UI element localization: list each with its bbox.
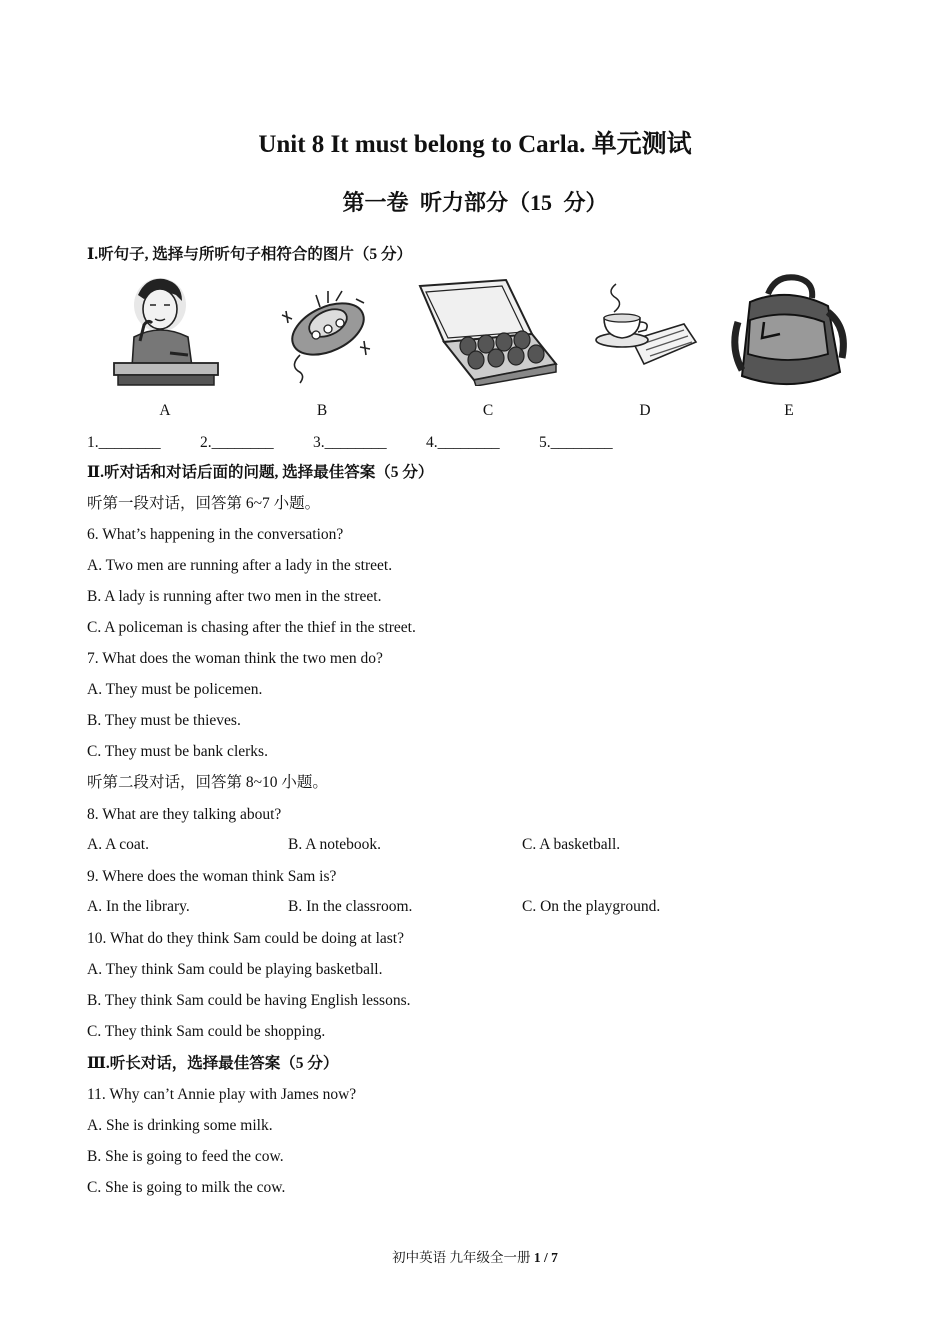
q8-option-b: B. A notebook. [288,836,382,853]
q7-option-b: B. They must be thieves. [87,712,241,729]
answer-blank-2[interactable]: 2.________ [200,434,274,451]
section3-heading: Ⅲ.听长对话，选择最佳答案（5 分） [87,1055,339,1072]
question-8: 8. What are they talking about? [87,806,282,823]
question-10: 10. What do they think Sam could be doing at last? [87,930,404,947]
q9-option-a: A. In the library. [87,898,190,915]
question-7: 7. What does the woman think the two men do? [87,650,383,667]
coffee-newspaper-icon [592,282,700,378]
q11-option-c: C. She is going to milk the cow. [87,1179,286,1196]
part-title: 第一卷 听力部分（15 分） [342,190,608,215]
answer-blank-3[interactable]: 3.________ [313,434,387,451]
q9-option-b: B. In the classroom. [288,898,413,915]
q10-option-c: C. They think Sam could be shopping. [87,1023,326,1040]
question-11: 11. Why can’t Annie play with James now? [87,1086,357,1103]
q11-option-b: B. She is going to feed the cow. [87,1148,284,1165]
picture-label-c: C [482,402,494,419]
q10-option-b: B. They think Sam could be having English lessons. [87,992,411,1009]
q10-option-a: A. They think Sam could be playing basketball. [87,961,383,978]
footer-text: 初中英语 九年级全一册 [392,1250,531,1265]
q6-option-a: A. Two men are running after a lady in the street. [87,557,393,574]
answer-blank-5[interactable]: 5.________ [539,434,613,451]
q8-option-a: A. A coat. [87,836,149,853]
q7-option-c: C. They must be bank clerks. [87,743,268,760]
section1-heading: Ⅰ.听句子, 选择与所听句子相符合的图片（5 分） [87,246,413,263]
q8-option-c: C. A basketball. [522,836,621,853]
ufo-icon [270,285,378,390]
dialogue1-note: 听第一段对话，回答第 6~7 小题。 [87,495,321,512]
page-number: 1 / 7 [533,1250,558,1265]
dialogue2-note: 听第二段对话，回答第 8~10 小题。 [87,774,328,791]
q6-option-c: C. A policeman is chasing after the thief in the street. [87,619,416,636]
cakes-box-icon [414,278,562,386]
question-6: 6. What’s happening in the conversation? [87,526,344,543]
answer-blank-1[interactable]: 1.________ [87,434,161,451]
section2-heading: Ⅱ.听对话和对话后面的问题, 选择最佳答案（5 分） [87,464,434,481]
page-title: Unit 8 It must belong to Carla. 单元测试 [258,131,692,158]
q7-option-a: A. They must be policemen. [87,681,263,698]
question-9: 9. Where does the woman think Sam is? [87,868,337,885]
page-footer [0,1246,950,1266]
boy-at-desk-icon [110,275,222,390]
picture-label-e: E [784,402,794,419]
q9-option-c: C. On the playground. [522,898,661,915]
answer-blank-4[interactable]: 4.________ [426,434,500,451]
q6-option-b: B. A lady is running after two men in the street. [87,588,382,605]
picture-label-b: B [316,402,328,419]
backpack-icon [728,272,852,392]
q11-option-a: A. She is drinking some milk. [87,1117,273,1134]
picture-label-d: D [639,402,651,419]
picture-label-a: A [159,402,171,419]
